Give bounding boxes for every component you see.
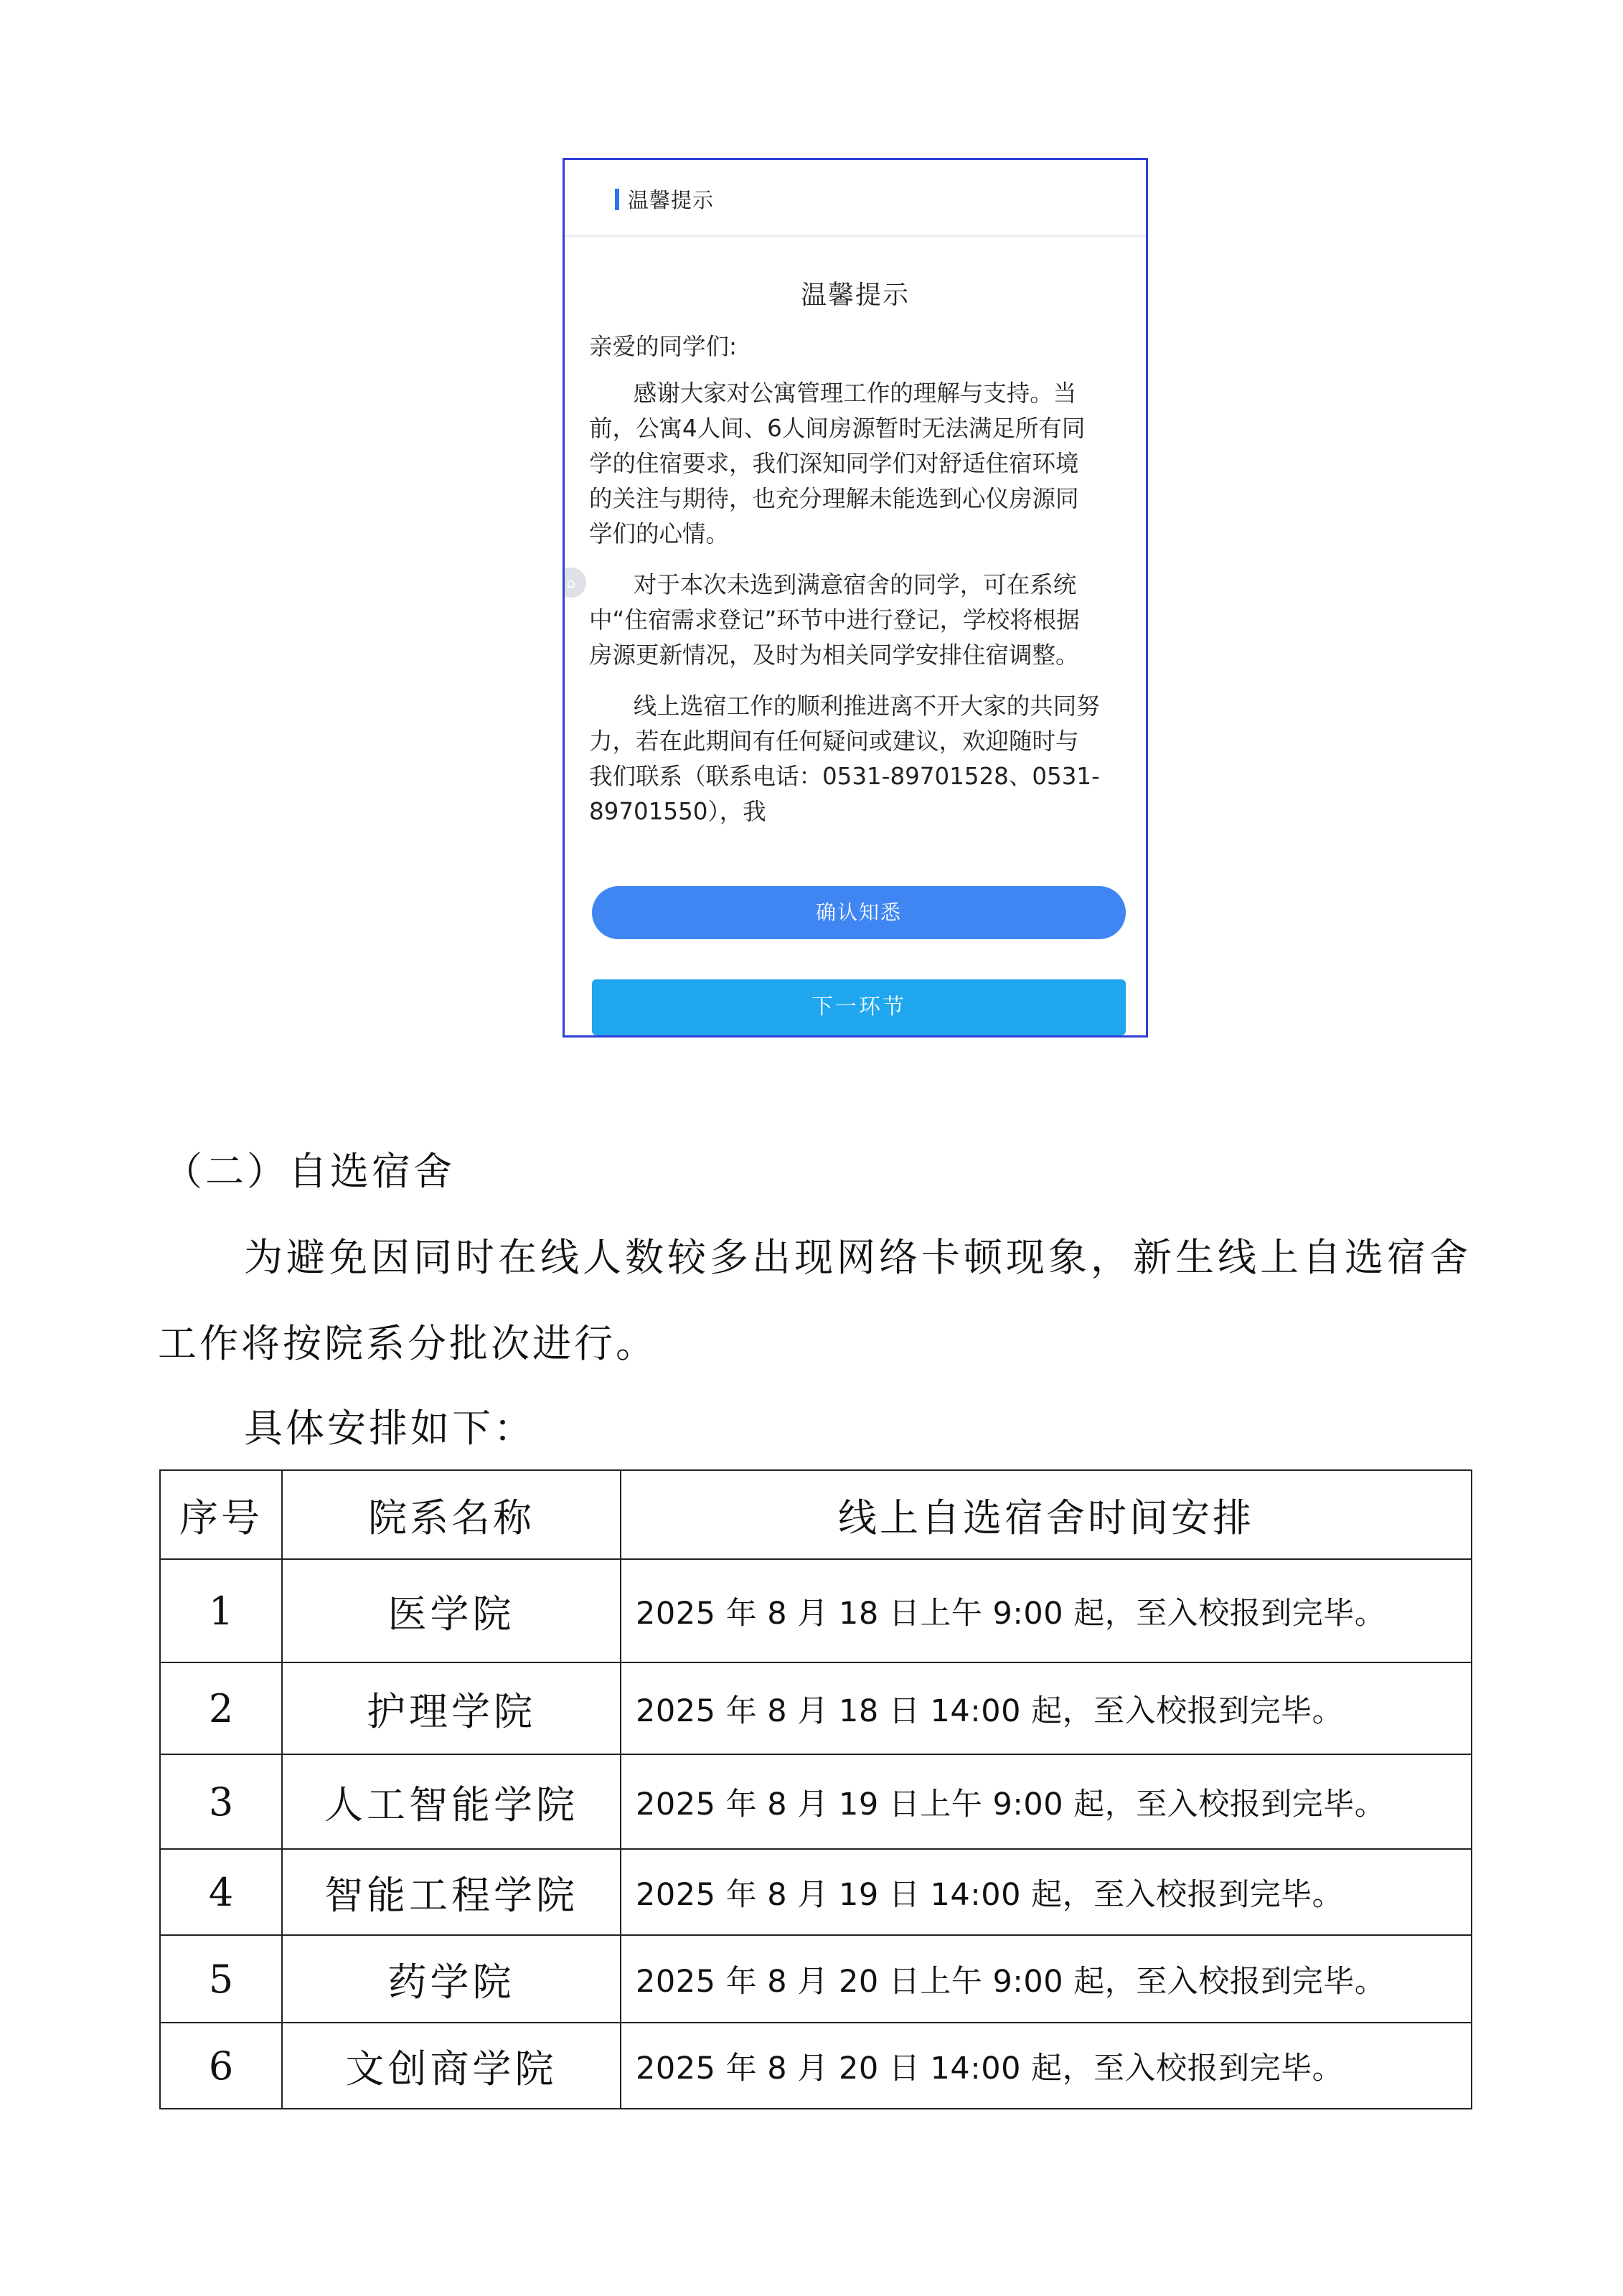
table-header-row xyxy=(160,1470,1472,1559)
row-department: 文创商学院 xyxy=(282,2023,621,2109)
header-number: 序号 xyxy=(160,1470,282,1559)
schedule-table xyxy=(159,1469,1472,2109)
row-number: 4 xyxy=(160,1849,282,1935)
paragraph-line: 工作将按院系分批次进行。 xyxy=(158,1321,657,1366)
header-schedule: 线上自选宿舍时间安排 xyxy=(621,1470,1472,1559)
row-number: 5 xyxy=(160,1935,282,2023)
table-row xyxy=(160,1935,1472,2023)
row-department: 人工智能学院 xyxy=(282,1754,621,1849)
row-schedule: 2025 年 8 月 19 日 14:00 起，至入校报到完毕。 xyxy=(621,1849,1472,1935)
notice-paragraph: 对于本次未选到满意宿舍的同学，可在系统中“住宿需求登记”环节中进行登记，学校将根据房源更新情况，及时为相关同学安排住宿调整。 xyxy=(589,571,1080,669)
row-schedule: 2025 年 8 月 19 日上午 9:00 起，至入校报到完毕。 xyxy=(621,1754,1472,1849)
confirm-acknowledge-button[interactable]: 确认知悉 xyxy=(592,886,1126,939)
section-heading: （二）自选宿舍 xyxy=(164,1149,455,1194)
row-department: 药学院 xyxy=(282,1935,621,2023)
notice-paragraph: 线上选宿工作的顺利推进离不开大家的共同努力，若在此期间有任何疑问或建议，欢迎随时与我们联系（联系电话：0531-89701528、0531-89701550），我 xyxy=(589,692,1100,825)
header-accent-bar xyxy=(615,189,619,210)
row-department: 智能工程学院 xyxy=(282,1849,621,1935)
row-schedule: 2025 年 8 月 20 日上午 9:00 起，至入校报到完毕。 xyxy=(621,1935,1472,2023)
table-row xyxy=(160,1754,1472,1849)
table-row xyxy=(160,1559,1472,1662)
row-number: 1 xyxy=(160,1559,282,1662)
table-row xyxy=(160,2023,1472,2109)
table-row xyxy=(160,1849,1472,1935)
row-schedule: 2025 年 8 月 18 日 14:00 起，至入校报到完毕。 xyxy=(621,1662,1472,1754)
row-department: 护理学院 xyxy=(282,1662,621,1754)
notice-header-title: 温馨提示 xyxy=(628,188,715,212)
notice-page-header xyxy=(565,160,1146,237)
notice-greeting: 亲爱的同学们: xyxy=(589,333,737,360)
notice-dialog-body xyxy=(589,329,1100,845)
table-row xyxy=(160,1662,1472,1754)
row-number: 6 xyxy=(160,2023,282,2109)
home-icon[interactable]: ⌂ xyxy=(563,568,586,598)
paragraph-line: 为避免因同时在线人数较多出现网络卡顿现象，新生线上自选宿舍 xyxy=(244,1235,1472,1280)
row-number: 3 xyxy=(160,1754,282,1849)
row-schedule: 2025 年 8 月 18 日上午 9:00 起，至入校报到完毕。 xyxy=(621,1559,1472,1662)
row-schedule: 2025 年 8 月 20 日 14:00 起，至入校报到完毕。 xyxy=(621,2023,1472,2109)
arrangement-intro: 具体安排如下： xyxy=(244,1406,535,1451)
next-step-button[interactable]: 下一环节 xyxy=(592,979,1126,1035)
row-department: 医学院 xyxy=(282,1559,621,1662)
notice-paragraph: 感谢大家对公寓管理工作的理解与支持。当前，公寓4人间、6人间房源暂时无法满足所有同学的住宿要求，我们深知同学们对舒适住宿环境的关注与期待，也充分理解未能选到心仪房源同学们的心情。 xyxy=(589,380,1086,547)
notice-dialog-title: 温馨提示 xyxy=(800,281,910,310)
row-number: 2 xyxy=(160,1662,282,1754)
embedded-notice-screenshot xyxy=(563,158,1148,1038)
header-department: 院系名称 xyxy=(282,1470,621,1559)
